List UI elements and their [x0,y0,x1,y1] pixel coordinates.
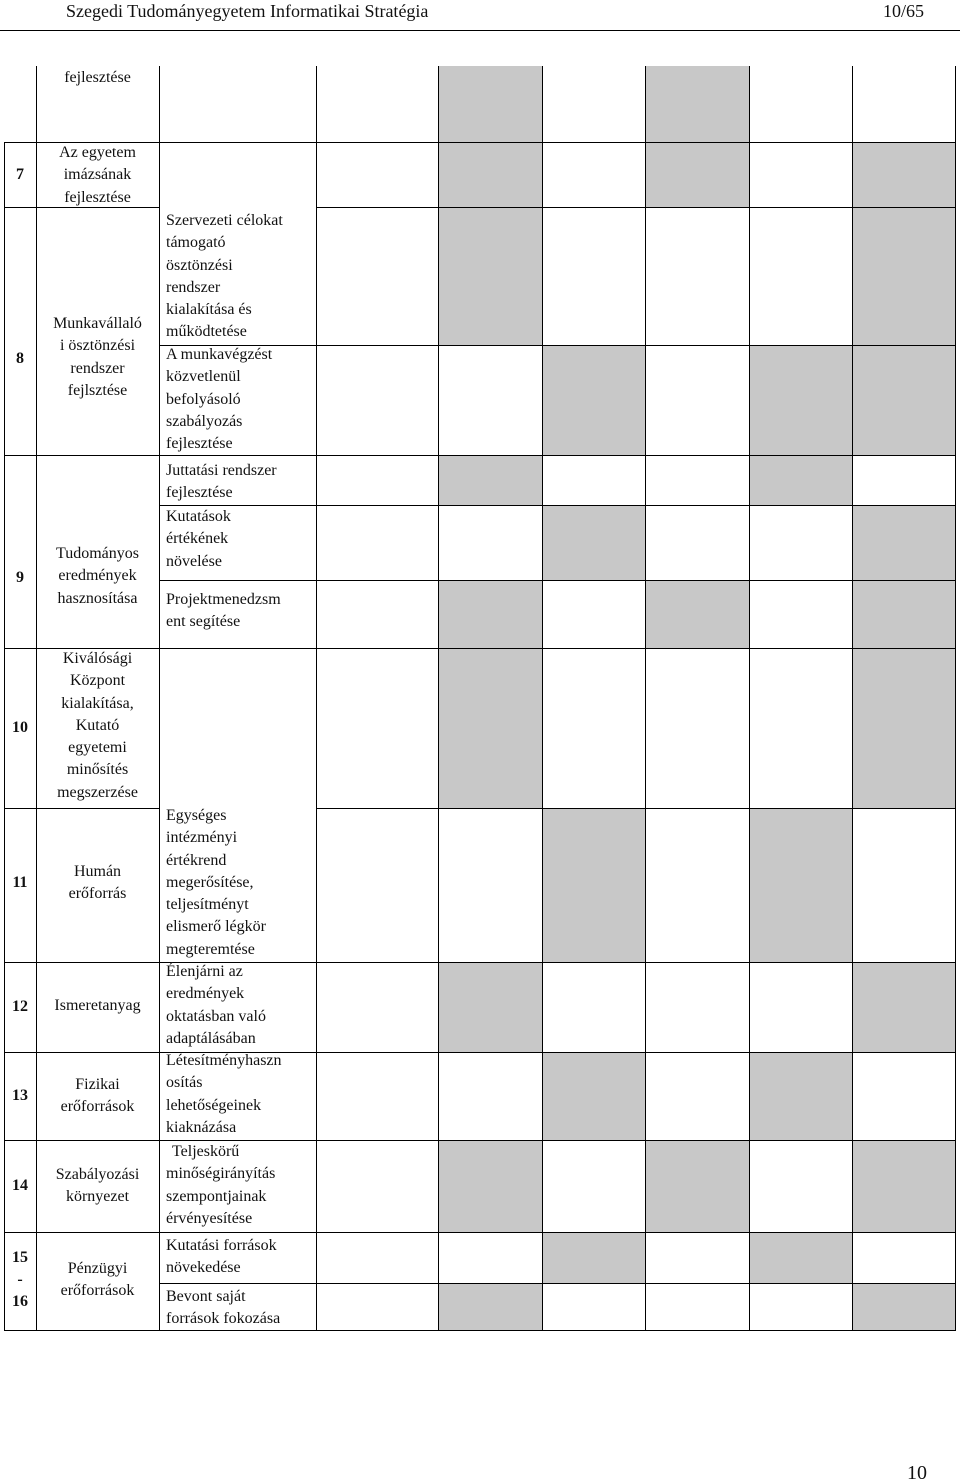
area-cell: Pénzügyi erőforrások [60,1260,135,1300]
row-number: 13 [12,1087,28,1104]
row-number: 7 [16,166,24,183]
document-title: Szegedi Tudományegyetem Informatikai Stratégia [66,1,429,21]
row-number: 11 [12,874,28,891]
shaded-cell [749,1232,852,1283]
grid-line [4,808,159,809]
goal-cell: Egységes intézményi értékrend megerősítése, teljesítményt elismerő légkör megteremtése [166,807,266,958]
shaded-cell [438,66,542,142]
area-cell: fejlesztése [64,69,131,86]
goal-cell: A munkavégzést közvetlenül befolyásoló szabályozás fejlesztése [166,346,273,453]
goal-cell: Projektmenedzsm ent segítése [166,591,281,631]
shaded-cell [852,648,956,808]
grid-line [4,1140,956,1141]
grid-line [159,455,956,456]
goal-cell: Létesítményhaszn osítás lehetőségeinek kiaknázása [166,1052,282,1136]
shaded-cell [852,207,956,345]
shaded-cell [749,1052,852,1140]
goal-cell: Szervezeti célokat támogató ösztönzési rendszer kialakítása és működtetése [166,212,283,341]
row-number: 10 [12,719,28,736]
shaded-cell [438,455,542,505]
row-number-line: 15 [12,1249,28,1266]
row-number-line: - [17,1271,23,1288]
grid-line [316,207,956,208]
shaded-cell [542,808,645,962]
grid-line [4,1052,956,1053]
area-cell: Tudományos eredmények hasznosítása [56,545,139,607]
shaded-cell [852,1283,956,1330]
goal-cell: Kutatási források növekedése [166,1237,277,1277]
shaded-cell [852,962,956,1052]
shaded-cell [852,142,956,207]
shaded-cell [645,142,749,207]
shaded-cell [749,455,852,505]
goal-cell: Juttatási rendszer fejlesztése [166,462,277,502]
area-cell: Humán erőforrás [68,863,127,903]
grid-line [159,345,956,346]
goal-cell: Bevont saját források fokozása [166,1288,281,1328]
shaded-cell [438,1140,542,1232]
shaded-cell [852,580,956,648]
shaded-cell [645,66,749,142]
shaded-cell [542,1232,645,1283]
grid-line [4,1330,956,1331]
grid-line [159,580,956,581]
goal-cell: Kutatások értékének növelése [166,508,231,570]
row-number: 12 [12,998,28,1015]
shaded-cell [438,1283,542,1330]
footer-page-number: 10 [907,1462,927,1484]
shaded-cell [542,1052,645,1140]
row-number [4,1247,36,1313]
shaded-cell [749,808,852,962]
shaded-cell [438,962,542,1052]
row-number-line: 16 [12,1293,28,1310]
area-cell: Ismeretanyag [54,997,141,1014]
goal-cell: Teljeskörű minőségirányítás szempontjainak érvényesítése [166,1143,276,1227]
grid-line [4,1232,956,1233]
header-rule [0,30,960,31]
shaded-cell [852,505,956,580]
goal-cell: Élenjárni az eredmények oktatásban való adaptálásában [166,963,266,1047]
shaded-cell [438,207,542,345]
grid-line [159,505,956,506]
shaded-cell [852,1140,956,1232]
shaded-cell [749,345,852,455]
shaded-cell [438,648,542,808]
area-cell: Szabályozási környezet [55,1166,140,1206]
shaded-cell [542,505,645,580]
area-cell: Az egyetem imázsának fejlesztése [59,144,136,206]
area-cell: Munkavállaló i ösztönzési rendszer fejlsztése [53,315,142,399]
grid-line [4,455,159,456]
grid-line [4,962,956,963]
shaded-cell [852,345,956,455]
shaded-cell [438,580,542,648]
shaded-cell [542,345,645,455]
row-number: 8 [16,350,24,367]
grid-line [159,1283,956,1284]
shaded-cell [438,142,542,207]
area-cell: Fizikai erőforrások [60,1076,135,1116]
header-page-indicator: 10/65 [882,1,924,21]
row-number: 14 [12,1177,28,1194]
grid-line [316,808,956,809]
row-number: 9 [16,569,24,586]
shaded-cell [645,1140,749,1232]
shaded-cell [645,580,749,648]
area-cell: Kiválósági Központ kialakítása, Kutató egyetemi minősítés megszerzése [57,650,138,801]
